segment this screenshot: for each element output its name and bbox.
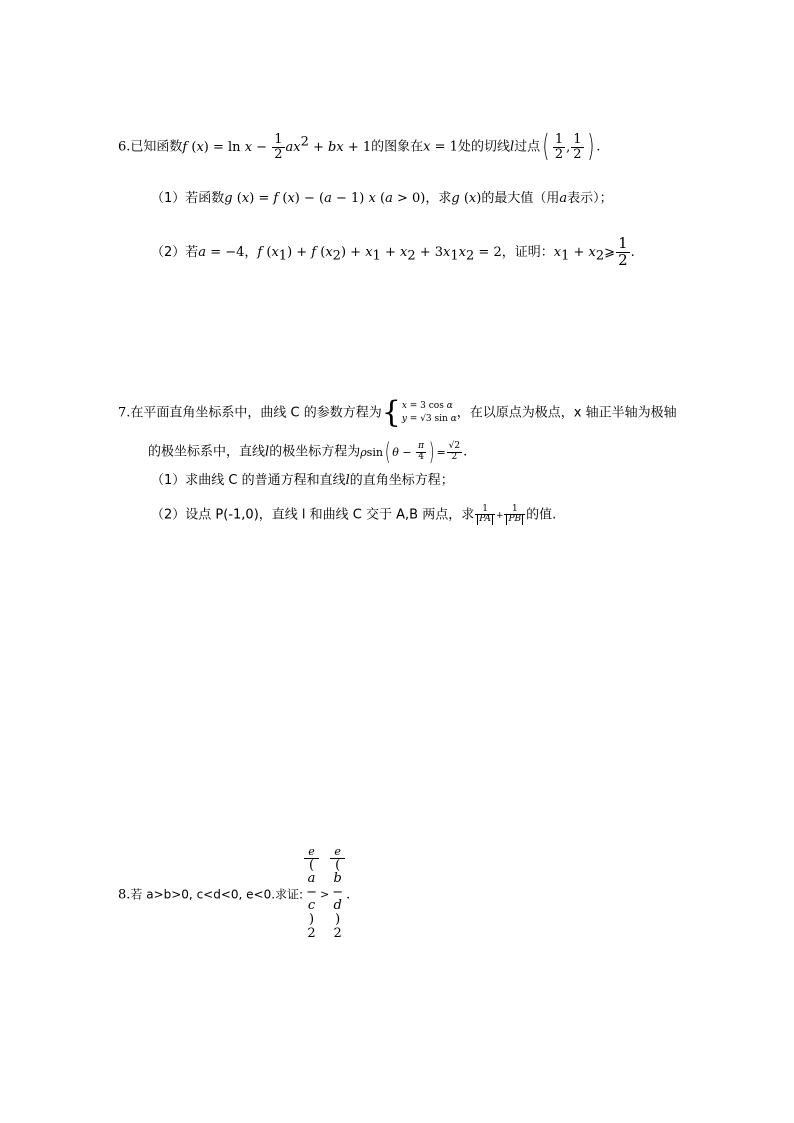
- problem-6-part-1: [151, 192, 613, 205]
- problem-6-prefix: 已知函数: [130, 139, 183, 155]
- problem-6-middle2: 处的切线: [457, 139, 510, 155]
- brace-icon: {: [381, 395, 401, 430]
- polar-equation: ρsin( θ − $\frac{\pi}{4}$ ) = $\frac{√2}{2}$: [360, 438, 461, 466]
- variable-l: l: [345, 473, 350, 488]
- problem-6-line-var: l: [509, 139, 515, 155]
- problem-6-function: f (x) = ln x − $\frac{1}{2}$ $ax^2$ + bx + 1: [182, 131, 372, 162]
- problem-7-text: 的极坐标系中，直线: [148, 444, 266, 460]
- problem-6-part-2: （2）若a = −4，f $(x_1) + f$ $(x_2) + x_1 + x_2 + 3x_1x_2 = 2$，证明：$x_1$ + $x_2⩾$ $\frac{1}{2}$ .: [151, 234, 635, 269]
- variable-l: l: [265, 444, 270, 460]
- problem-6-stem: 6.已知函数f (x) = ln x − $\frac{1}{2}$ $ax^2$ + bx + 1的图象在x = 1处的切线l过点( $\frac{1}{2}$ , $\frac{1}{2}$ ) .: [118, 129, 601, 164]
- problem-7-text: ，在以原点为极点，x 轴正半轴为极轴: [456, 405, 677, 421]
- part-text: 若函数: [185, 191, 225, 206]
- part-label: （1）: [151, 473, 186, 488]
- part-text: 求曲线 C 的普通方程和直线: [185, 473, 346, 488]
- problem-7-part-2: [151, 505, 556, 525]
- formula-g2: g (x): [451, 191, 482, 206]
- formula-sum: f $(x_1) + f$ $(x_2) + x_1 + x_2 + 3x_1x_2 = 2$: [257, 244, 502, 264]
- part-text: 设点 P(-1,0)，直线 l 和曲线 C 交于 A,B 两点，求: [185, 507, 475, 523]
- problem-7-text: 在平面直角坐标系中，曲线 C 的参数方程为: [130, 405, 382, 421]
- problem-8-stem: 8.若 a>b>0, c<d<0, e<0.求证: e ( a − c ) $^2$ > e ( b − d ) $^2$ .: [118, 845, 351, 941]
- problem-7-stem: [118, 395, 677, 430]
- parametric-system: x = 3 cos α y = √3 sin α: [401, 400, 457, 424]
- formula-inequality: $x_1$ + $x_2⩾$ $\frac{1}{2}$: [553, 234, 628, 269]
- part-label: （2）: [151, 507, 186, 523]
- part-label: （2）: [151, 244, 186, 260]
- part-text: ，求: [425, 191, 452, 206]
- part-text: ，证明：: [501, 244, 554, 260]
- problem-7-text: 的极坐标方程为: [269, 444, 361, 460]
- problem-8-number: 8.: [118, 887, 131, 903]
- part-text: 若: [185, 244, 199, 260]
- part-text: 表示）；: [567, 191, 613, 206]
- problem-7-number: 7.: [118, 405, 131, 421]
- variable-a: a: [559, 191, 568, 206]
- part-label: （1）: [151, 191, 186, 206]
- part-text: 的直角坐标方程；: [349, 473, 454, 488]
- problem-6-suffix: 过点: [514, 139, 541, 155]
- part-text: 的值.: [526, 507, 557, 523]
- problem-6-number: 6.: [118, 139, 131, 155]
- problem-7-stem-line2: 的极坐标系中，直线l的极坐标方程为ρsin( θ − $\frac{\pi}{4}$ ) = $\frac{√2}{2}$ .: [148, 438, 468, 466]
- formula-inequality-8: e ( a − c ) $^2$ > e ( b − d ) $^2$: [306, 845, 344, 941]
- formula-a: a = −4: [198, 244, 245, 260]
- problem-7-part-1: [151, 474, 454, 487]
- problem-6-condition: x = 1: [423, 139, 458, 155]
- part-text: ，: [244, 244, 258, 260]
- problem-8-text: 若 a>b>0, c<d<0, e<0.求证:: [130, 887, 304, 902]
- formula-reciprocal-sum: $\frac{1}{PA}$ + $\frac{1}{PB}$: [474, 507, 526, 522]
- formula-g: g (x) = f (x) − (a − 1) x (a > 0): [224, 191, 426, 206]
- problem-6-point: ( $\frac{1}{2}$ , $\frac{1}{2}$ ): [542, 129, 594, 164]
- part-text: 的最大值（用: [481, 191, 560, 206]
- problem-6-middle: 的图象在: [371, 139, 424, 155]
